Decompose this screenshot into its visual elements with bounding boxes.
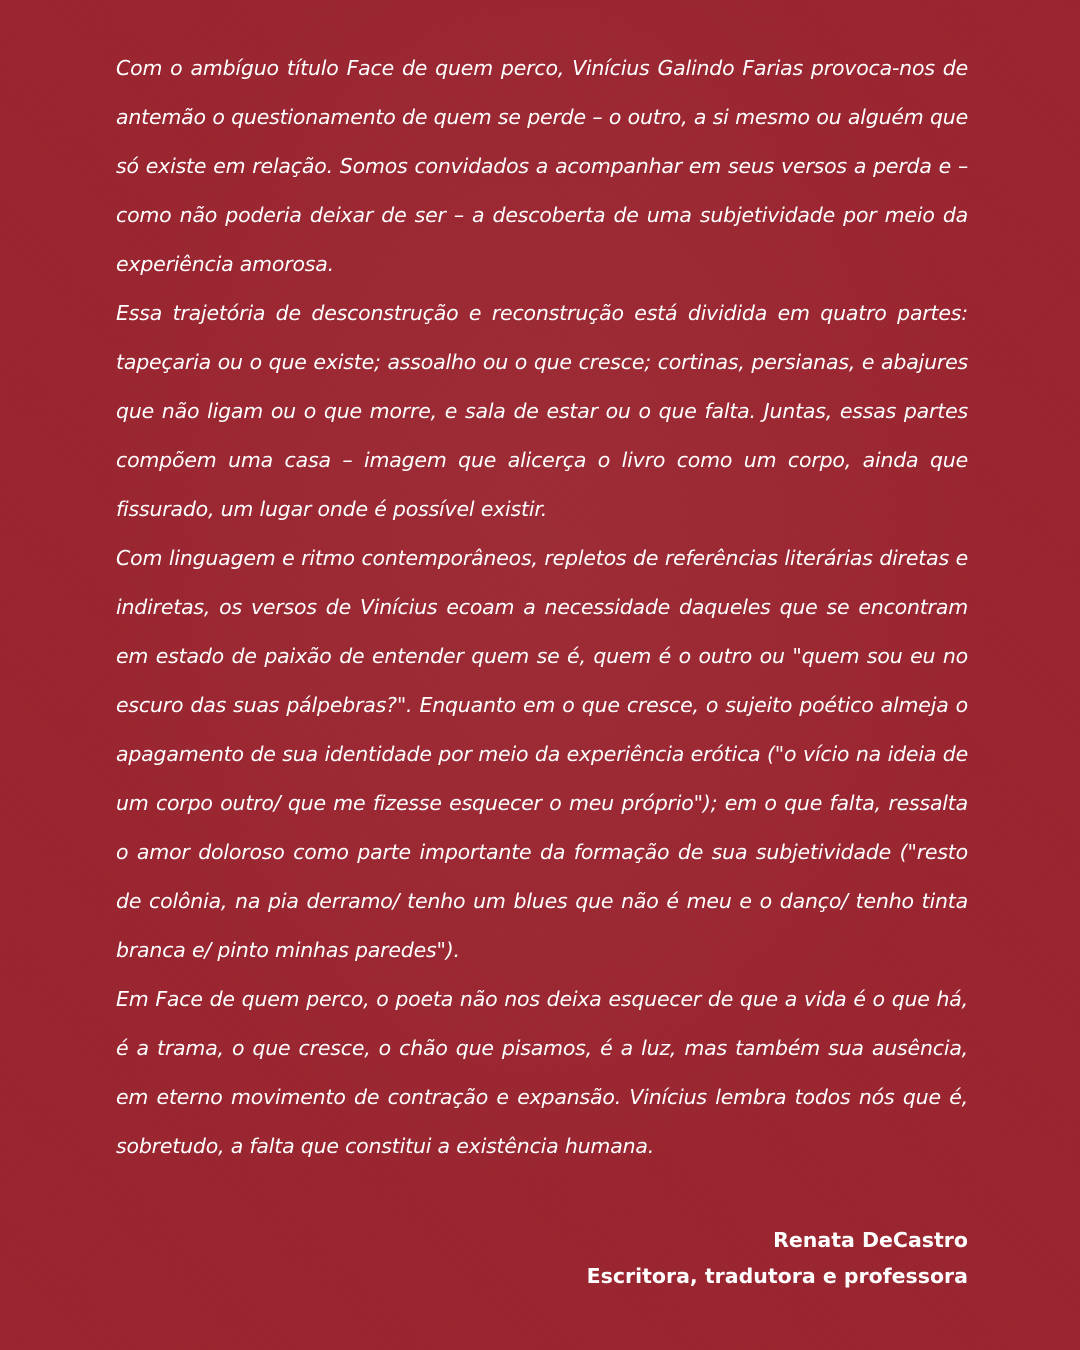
paragraph-intro: Com o ambíguo título Face de quem perco, Vinícius Galindo Farias provoca-nos de antemão o questionamento de quem se perde – o outro, a si mesmo ou alguém que só existe em relação. Somos convidados a acompanhar em seus versos a perda e – como não poderia deixar de ser – a descoberta de uma subjetividade por meio da experiência amorosa. [116,56,968,276]
review-text [116,44,968,1171]
author-name: Renata DeCastro [773,1228,968,1252]
signature-block [587,1222,968,1294]
author-role: Escritora, tradutora e professora [586,1264,968,1288]
paragraph-structure: Essa trajetória de desconstrução e reconstrução está dividida em quatro partes: tapeçaria ou o que existe; assoalho ou o que cresce; cortinas, persianas, e abajures que não ligam ou o que morre, e sala de estar ou o que falta. Juntas, essas partes compõem uma casa – imagem que alicerça o livro como um corpo, ainda que fissurado, um lugar onde é possível existir. [116,301,968,521]
paragraph-language: Com linguagem e ritmo contemporâneos, repletos de referências literárias diretas e indiretas, os versos de Vinícius ecoam a necessidade daqueles que se encontram em estado de paixão de entender quem se é, quem é o outro ou "quem sou eu no escuro das suas pálpebras?". Enquanto em o que cresce, o sujeito poético almeja o apagamento de sua identidade por meio da experiência erótica ("o vício na ideia de um corpo outro/ que me fizesse esquecer o meu próprio"); em o que falta, ressalta o amor doloroso como parte importante da formação de sua subjetividade ("resto de colônia, na pia derramo/ tenho um blues que não é meu e o danço/ tenho tinta branca e/ pinto minhas paredes"). [116,546,968,962]
paragraph-conclusion: Em Face de quem perco, o poeta não nos deixa esquecer de que a vida é o que há, é a trama, o que cresce, o chão que pisamos, é a luz, mas também sua ausência, em eterno movimento de contração e expansão. Vinícius lembra todos nós que é, sobretudo, a falta que constitui a existência humana. [116,987,968,1158]
